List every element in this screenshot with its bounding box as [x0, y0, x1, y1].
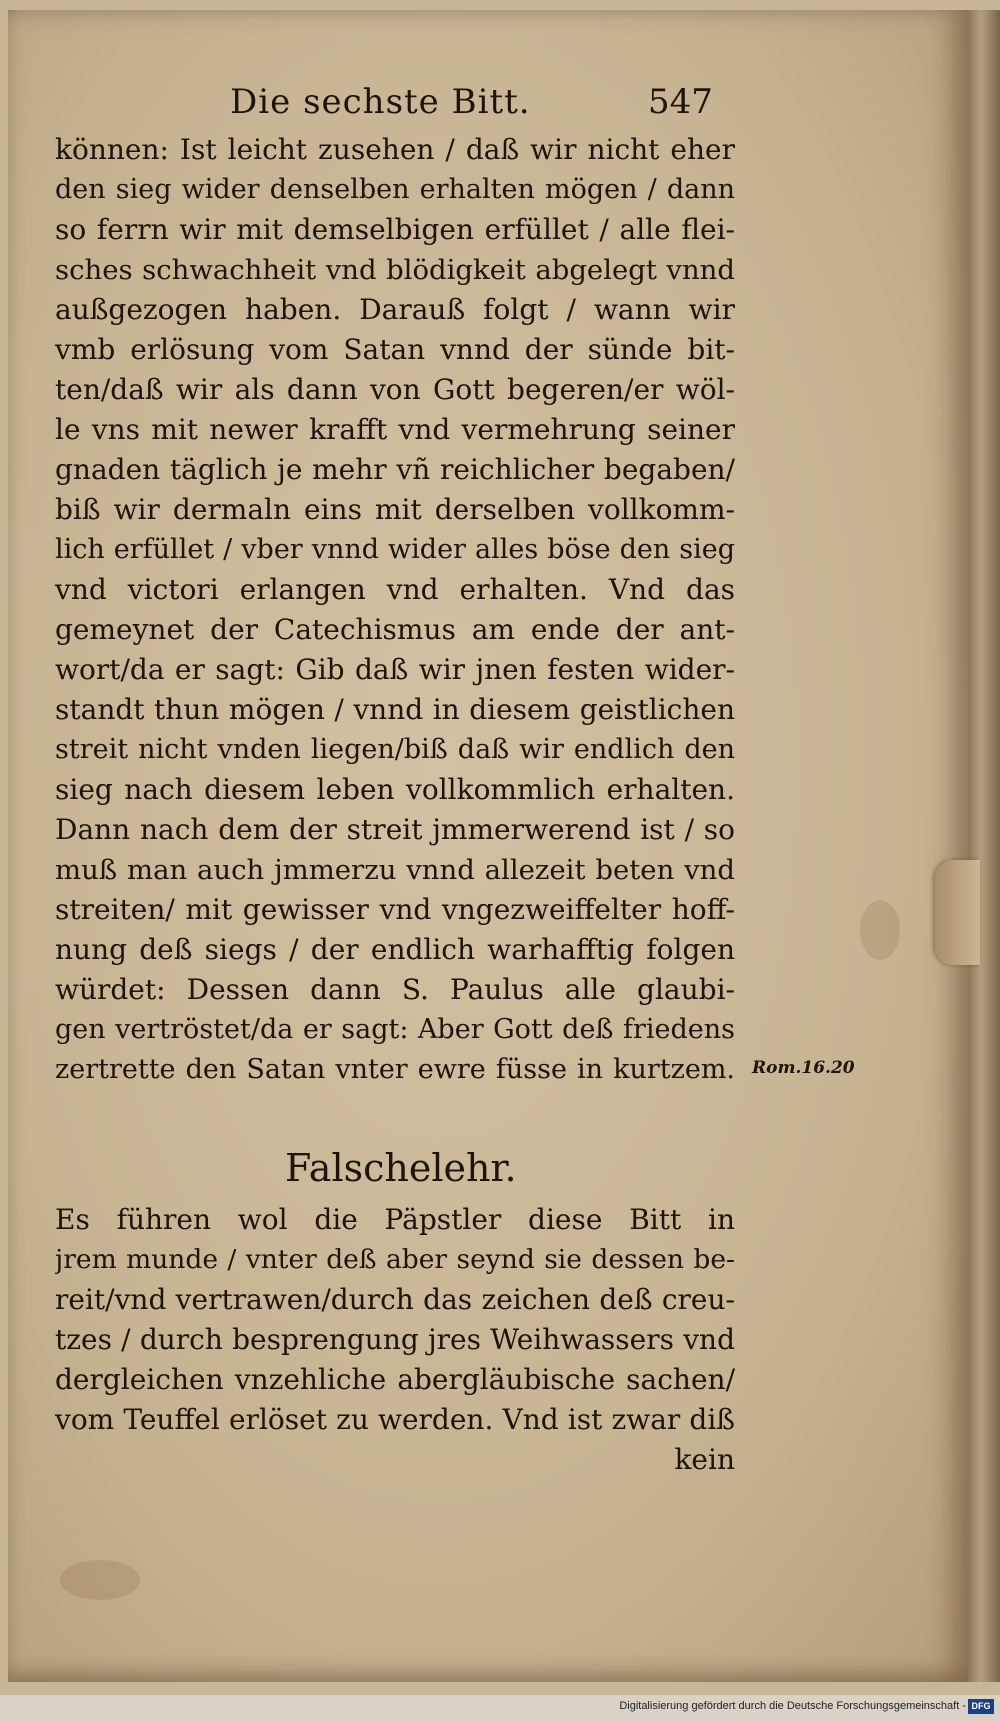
- body-line: streiten/ mit gewisser vnd vngezweiffelter hoff-: [55, 893, 735, 926]
- catchword: kein: [674, 1443, 735, 1476]
- section-line: jrem munde / vnter deß aber seynd sie dessen be-: [55, 1244, 735, 1275]
- body-line: den sieg wider denselben erhalten mögen / dann: [55, 174, 735, 205]
- body-line: sches schwachheit vnd blödigkeit abgelegt vnnd: [55, 254, 735, 286]
- body-line: würdet: Dessen dann S. Paulus alle glaubi-: [55, 973, 735, 1006]
- section-line: vom Teuffel erlöset zu werden. Vnd ist zwar diß: [55, 1403, 735, 1436]
- body-line: standt thun mögen / vnnd in diesem geistlichen: [55, 693, 735, 726]
- page-tab: [935, 860, 980, 965]
- body-line: le vns mit newer krafft vnd vermehrung seiner: [55, 413, 735, 446]
- body-line: nung deß siegs / der endlich warhafftig folgen: [55, 933, 735, 966]
- section-line: dergleichen vnzehliche abergläubische sachen/: [55, 1363, 735, 1396]
- body-line: gen vertröstet/da er sagt: Aber Gott deß friedens: [55, 1014, 735, 1045]
- body-line: können: Ist leicht zusehen / daß wir nicht eher: [55, 133, 735, 166]
- section-line: tzes / durch besprengung jres Weihwassers vnd: [55, 1323, 735, 1356]
- body-line: vmb erlösung vom Satan vnnd der sünde bit-: [55, 333, 735, 366]
- body-line: so ferrn wir mit demselbigen erfüllet / alle flei-: [55, 213, 735, 246]
- body-line: gnaden täglich je mehr vñ reichlicher begaben/: [55, 453, 735, 486]
- margin-note: Rom.16.20: [752, 1058, 855, 1078]
- body-line: lich erfüllet / vber vnnd wider alles böse den sieg: [55, 534, 735, 565]
- body-line: gemeynet der Catechismus am ende der ant-: [55, 613, 735, 646]
- dfg-logo: DFG: [968, 1699, 994, 1714]
- body-line: wort/da er sagt: Gib daß wir jnen festen wider-: [55, 653, 735, 686]
- page-edge: [968, 10, 1000, 1682]
- funding-credit: Digitalisierung gefördert durch die Deutsche Forschungsgemeinschaft -: [619, 1700, 966, 1712]
- page-number: 547: [648, 82, 713, 122]
- section-heading: Falschelehr.: [285, 1146, 517, 1190]
- body-line: außgezogen haben. Darauß folgt / wann wir: [55, 293, 735, 326]
- paper-stain: [60, 1560, 140, 1600]
- section-line: Es führen wol die Päpstler diese Bitt in: [55, 1203, 735, 1236]
- body-line: muß man auch jmmerzu vnnd allezeit beten vnd: [55, 854, 735, 886]
- section-line: reit/vnd vertrawen/durch das zeichen deß creu-: [55, 1283, 735, 1316]
- body-line: sieg nach diesem leben vollkommlich erhalten.: [55, 773, 735, 806]
- body-line: biß wir dermaln eins mit derselben vollkomm-: [55, 493, 735, 526]
- running-head: Die sechste Bitt.: [230, 82, 531, 122]
- body-line: zertrette den Satan vnter ewre füsse in kurtzem.: [55, 1054, 735, 1085]
- body-line: ten/daß wir als dann von Gott begeren/er wöl-: [55, 373, 735, 406]
- body-line: streit nicht vnden liegen/biß daß wir endlich den: [55, 734, 735, 765]
- body-line: vnd victori erlangen vnd erhalten. Vnd das: [55, 573, 735, 606]
- paper-stain: [860, 900, 900, 960]
- body-line: Dann nach dem der streit jmmerwerend ist / so: [55, 813, 735, 846]
